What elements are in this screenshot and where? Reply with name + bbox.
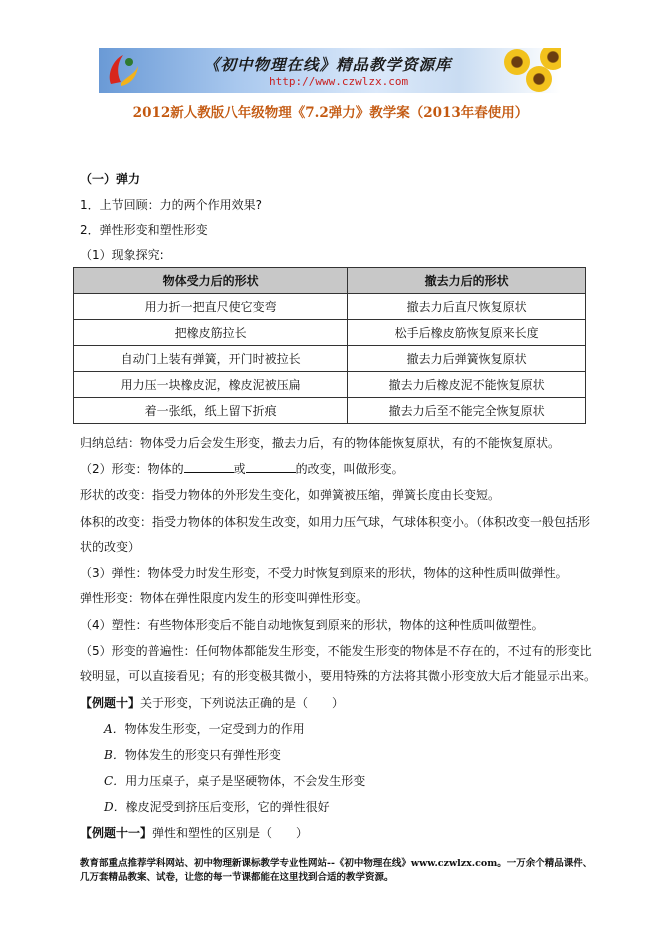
option-text: 橡皮泥受到挤压后变形，它的弹性很好: [125, 800, 330, 814]
option-a: [104, 720, 305, 737]
option-letter: B．: [104, 748, 125, 762]
table-cell: 撤去力后至不能完全恢复原状: [348, 398, 586, 424]
sunflower-icon: [504, 49, 530, 75]
table-cell: 把橡皮筋拉长: [74, 320, 348, 346]
sunflower-icon: [526, 66, 552, 92]
option-letter: A．: [104, 722, 125, 736]
volume-change-text-cont: 状的改变）: [80, 540, 141, 554]
document-title: 2012新人教版八年级物理《7.2弹力》教学案（2013年春使用）: [132, 105, 529, 121]
table-cell: 用力折一把直尺使它变弯: [74, 294, 348, 320]
elastic-deformation-text: 弹性形变：物体在弹性限度内发生的形变叫弹性形变。: [80, 591, 369, 605]
table-header-row: [74, 268, 586, 294]
option-c: [104, 772, 365, 789]
summary-text: 归纳总结：物体受力后会发生形变，撤去力后，有的物体能恢复原状，有的不能恢复原状。: [80, 436, 561, 450]
footer-line: 几万套精品教案、试卷，让您的每一节课都能在这里找到合适的教学资源。: [80, 872, 394, 883]
table-header: 物体受力后的形状: [74, 268, 348, 294]
table-cell: 撤去力后橡皮泥不能恢复原状: [348, 372, 586, 398]
shape-change-text: 形状的改变：指受力物体的外形发生变化，如弹簧被压缩，弹簧长度由长变短。: [80, 488, 501, 502]
example-10-question: 关于形变，下列说法正确的是（ ）: [140, 696, 345, 710]
table-cell: 撤去力后弹簧恢复原状: [348, 346, 586, 372]
fill-blank: [246, 461, 296, 473]
example-11-question: 弹性和塑性的区别是（ ）: [152, 826, 309, 840]
question-1: 1．上节回顾：力的两个作用效果?: [80, 198, 263, 212]
site-logo-icon: [105, 52, 139, 88]
table-cell: 着一张纸，纸上留下折痕: [74, 398, 348, 424]
deformation-prefix: （2）形变：物体的: [80, 462, 184, 476]
footer-line: 教育部重点推荐学科网站、初中物理新课标教学专业性网站--《初中物理在线》www.czwlzx.com。一万余个精品课件、: [80, 858, 593, 869]
deformation-mid: 或: [233, 462, 246, 476]
table-row: [74, 320, 586, 346]
option-letter: C．: [104, 774, 126, 788]
banner-url[interactable]: http://www.czwlzx.com: [269, 75, 409, 88]
phenomenon-label: （1）现象探究:: [80, 248, 164, 262]
universality-text: （5）形变的普遍性：任何物体都能发生形变，不能发生形变的物体是不存在的，不过有的形变比: [80, 644, 592, 658]
table-row: [74, 398, 586, 424]
option-text: 用力压桌子，桌子是坚硬物体，不会发生形变: [125, 774, 366, 788]
elasticity-text: （3）弹性：物体受力时发生形变，不受力时恢复到原来的形状，物体的这种性质叫做弹性。: [80, 566, 568, 580]
option-b: [104, 746, 281, 763]
example-10-label: 【例题十】: [80, 696, 141, 710]
option-text: 物体发生形变，一定受到力的作用: [124, 722, 305, 736]
banner-title: 《初中物理在线》精品教学资源库: [204, 55, 452, 74]
table-row: [74, 294, 586, 320]
banner: [99, 48, 561, 93]
page-footer: [80, 857, 600, 885]
table-cell: 松手后橡皮筋恢复原来长度: [348, 320, 586, 346]
option-d: [104, 798, 330, 815]
example-11-label: 【例题十一】: [80, 826, 153, 840]
phenomenon-table: [73, 267, 586, 424]
option-letter: D．: [104, 800, 126, 814]
table-cell: 撤去力后直尺恢复原状: [348, 294, 586, 320]
example-11: [80, 824, 308, 841]
deformation-suffix: 的改变，叫做形变。: [295, 462, 404, 476]
table-row: [74, 372, 586, 398]
plasticity-text: （4）塑性：有些物体形变后不能自动地恢复到原来的形状，物体的这种性质叫做塑性。: [80, 618, 544, 632]
option-text: 物体发生的形变只有弹性形变: [124, 748, 281, 762]
question-2: 2．弹性形变和塑性形变: [80, 223, 208, 237]
example-10: [80, 694, 344, 711]
section-heading: （一）弹力: [80, 172, 141, 186]
table-cell: 用力压一块橡皮泥，橡皮泥被压扁: [74, 372, 348, 398]
table-cell: 自动门上装有弹簧，开门时被拉长: [74, 346, 348, 372]
universality-text-cont: 较明显，可以直接看见；有的形变极其微小，要用特殊的方法将其微小形变放大后才能显示出来。: [80, 669, 597, 683]
fill-blank: [184, 461, 234, 473]
table-header: 撤去力后的形状: [348, 268, 586, 294]
deformation-definition: [80, 460, 404, 477]
volume-change-text: 体积的改变：指受力物体的体积发生改变，如用力压气球，气球体积变小。（体积改变一般包括形: [80, 515, 591, 529]
table-row: [74, 346, 586, 372]
